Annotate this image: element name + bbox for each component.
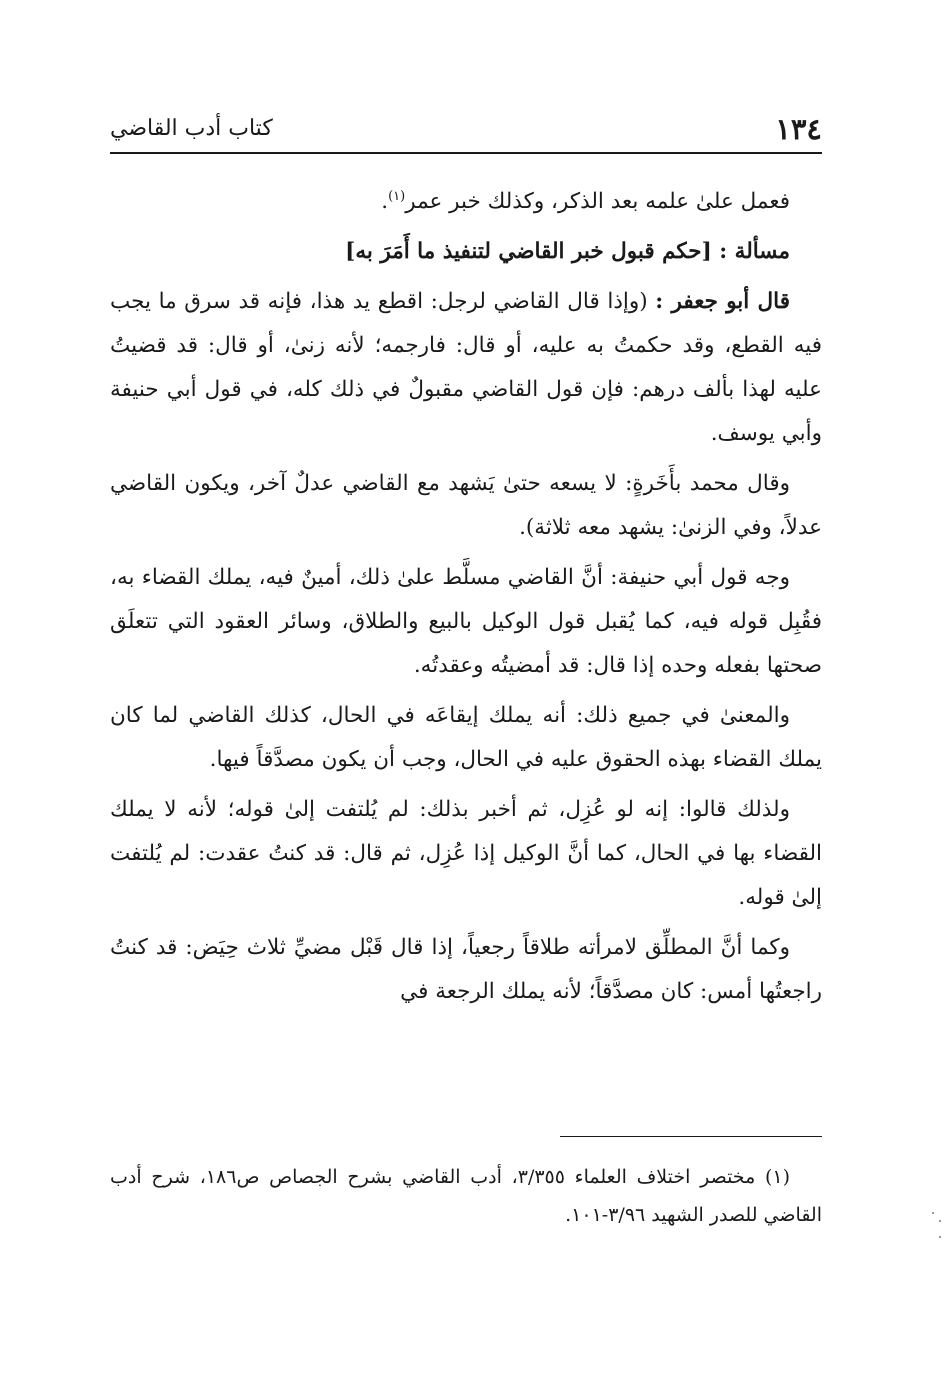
footnote-reference: (١) xyxy=(388,188,406,204)
paragraph-text: فعمل علىٰ علمه بعد الذكر، وكذلك خبر عمر xyxy=(405,189,790,214)
main-text xyxy=(110,180,822,1020)
paragraph-end: . xyxy=(381,189,389,214)
paragraph xyxy=(110,280,822,456)
section-label: مسألة : xyxy=(719,239,790,264)
paragraph: ولذلك قالوا: إنه لو عُزِل، ثم أخبر بذلك: لم يُلتفت إلىٰ قوله؛ لأنه لا يملك القضاء بها في الحال، كما أنَّ الوكيل إذا عُزِل، ثم قال: قد كنتُ عقدت: لم يُلتفت إلىٰ قوله. xyxy=(110,797,822,910)
footnote-rule xyxy=(560,1136,822,1137)
section-title: [حكم قبول خبر القاضي لتنفيذ ما أَمَرَ به] xyxy=(345,239,712,264)
speck xyxy=(939,1220,941,1222)
paragraph xyxy=(110,180,822,224)
footnote-text: (١) مختصر اختلاف العلماء ٣/٣٥٥، أدب القاضي بشرح الجصاص ص١٨٦، شرح أدب القاضي للصدر الشهيد ٣/٩٦-١٠١. xyxy=(110,1166,822,1226)
footnote xyxy=(110,1158,822,1234)
page-header xyxy=(110,112,822,152)
speaker-label: قال أبو جعفر : xyxy=(655,289,790,314)
paragraph-text: (وإذا قال القاضي لرجل: اقطع يد هذا، فإنه قد سرق ما يجب فيه القطع، وقد حكمتُ به عليه، أو قال: فارجمه؛ لأنه زنىٰ، أو قال: قد قضيتُ عليه لهذا بألف درهم: فإن قول القاضي مقبولٌ في ذلك كله، في قول أبي حنيفة وأبي يوسف. xyxy=(110,289,822,446)
speck xyxy=(932,1212,934,1214)
paragraph: وجه قول أبي حنيفة: أنَّ القاضي مسلَّط علىٰ ذلك، أمينٌ فيه، يملك القضاء به، فقُبِل قوله فيه، كما يُقبل قول الوكيل بالبيع والطلاق، وسائر العقود التي تتعلَق صحتها بفعله وحده إذا قال: قد أمضيتُه وعقدتُه. xyxy=(110,565,822,678)
running-title: كتاب أدب القاضي xyxy=(110,116,273,141)
margin-specks xyxy=(930,1206,944,1246)
header-rule xyxy=(110,152,822,154)
speck xyxy=(939,1236,941,1238)
section-heading xyxy=(110,230,822,274)
paragraph: والمعنىٰ في جميع ذلك: أنه يملك إيقاعَه في الحال، كذلك القاضي لما كان يملك القضاء بهذه الحقوق عليه في الحال، وجب أن يكون مصدَّقاً فيها. xyxy=(110,703,822,772)
paragraph: وكما أنَّ المطلِّق لامرأته طلاقاً رجعياً، إذا قال قَبْل مضيِّ ثلاث حِيَض: قد كنتُ راجعتُها أمس: كان مصدَّقاً؛ لأنه يملك الرجعة في xyxy=(110,935,822,1004)
paragraph: وقال محمد بأَخَرةٍ: لا يسعه حتىٰ يَشهد مع القاضي عدلٌ آخر، ويكون القاضي عدلاً، وفي الزنىٰ: يشهد معه ثلاثة). xyxy=(110,471,822,540)
page-number: ١٣٤ xyxy=(775,112,822,146)
